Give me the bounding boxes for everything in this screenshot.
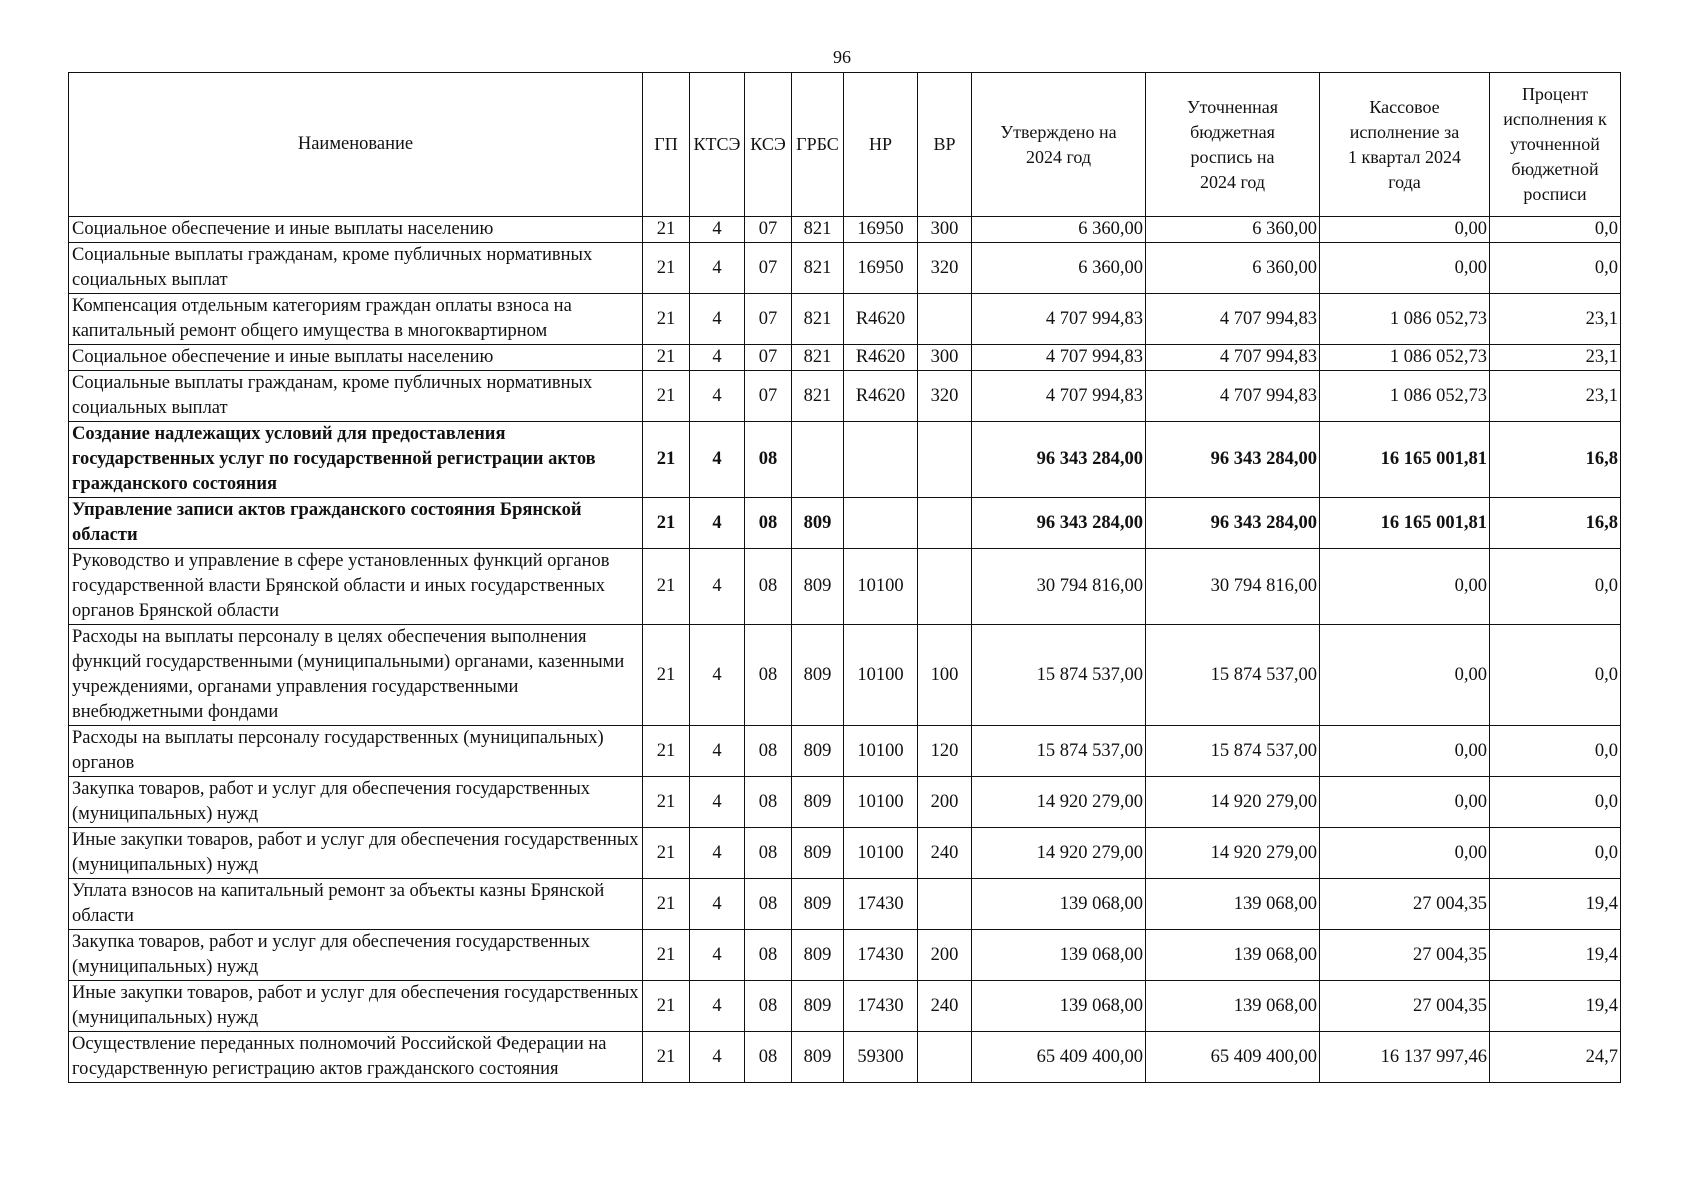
cell-approved: 14 920 279,00 xyxy=(972,828,1146,879)
cell-cash: 27 004,35 xyxy=(1320,879,1490,930)
cell-nr: 10100 xyxy=(844,549,918,625)
table-row xyxy=(69,930,1621,981)
page-number: 96 xyxy=(833,47,851,67)
cell-kse: 08 xyxy=(745,981,792,1032)
cell-percent: 0,0 xyxy=(1490,777,1621,828)
cell-percent: 0,0 xyxy=(1490,726,1621,777)
table-row xyxy=(69,777,1621,828)
table-row xyxy=(69,294,1621,345)
cell-ktse: 4 xyxy=(690,828,745,879)
cell-refined: 6 360,00 xyxy=(1146,217,1320,243)
cell-nr: 10100 xyxy=(844,726,918,777)
cell-name: Осуществление переданных полномочий Российской Федерации на государственную регистрацию актов гражданского состояния xyxy=(69,1032,643,1083)
cell-cash: 16 137 997,46 xyxy=(1320,1032,1490,1083)
cell-nr: 16950 xyxy=(844,217,918,243)
table-row xyxy=(69,422,1621,498)
cell-vr xyxy=(918,498,972,549)
cell-percent: 23,1 xyxy=(1490,371,1621,422)
cell-ktse: 4 xyxy=(690,726,745,777)
cell-cash: 0,00 xyxy=(1320,726,1490,777)
cell-percent: 0,0 xyxy=(1490,625,1621,726)
cell-ktse: 4 xyxy=(690,625,745,726)
cell-vr xyxy=(918,1032,972,1083)
cell-gp: 21 xyxy=(643,726,690,777)
header-kse: КСЭ xyxy=(745,73,792,217)
cell-percent: 0,0 xyxy=(1490,243,1621,294)
cell-vr: 300 xyxy=(918,345,972,371)
table-row xyxy=(69,217,1621,243)
cell-kse: 08 xyxy=(745,726,792,777)
cell-nr: 16950 xyxy=(844,243,918,294)
cell-cash: 1 086 052,73 xyxy=(1320,371,1490,422)
cell-percent: 16,8 xyxy=(1490,498,1621,549)
cell-gp: 21 xyxy=(643,371,690,422)
cell-gp: 21 xyxy=(643,981,690,1032)
cell-name: Иные закупки товаров, работ и услуг для обеспечения государственных (муниципальных) нужд xyxy=(69,828,643,879)
cell-approved: 6 360,00 xyxy=(972,243,1146,294)
cell-cash: 1 086 052,73 xyxy=(1320,294,1490,345)
cell-ktse: 4 xyxy=(690,243,745,294)
cell-cash: 16 165 001,81 xyxy=(1320,422,1490,498)
cell-gp: 21 xyxy=(643,777,690,828)
cell-grbs: 809 xyxy=(792,1032,844,1083)
cell-refined: 4 707 994,83 xyxy=(1146,294,1320,345)
cell-gp: 21 xyxy=(643,549,690,625)
cell-kse: 08 xyxy=(745,879,792,930)
table-row xyxy=(69,1032,1621,1083)
cell-kse: 08 xyxy=(745,930,792,981)
cell-grbs: 821 xyxy=(792,217,844,243)
cell-grbs: 809 xyxy=(792,930,844,981)
table-row xyxy=(69,549,1621,625)
cell-vr xyxy=(918,294,972,345)
table-row xyxy=(69,828,1621,879)
header-cash: Кассовое исполнение за 1 квартал 2024 года xyxy=(1320,73,1490,217)
table-row xyxy=(69,625,1621,726)
cell-nr xyxy=(844,422,918,498)
cell-cash: 27 004,35 xyxy=(1320,981,1490,1032)
cell-vr: 100 xyxy=(918,625,972,726)
cell-ktse: 4 xyxy=(690,217,745,243)
cell-ktse: 4 xyxy=(690,422,745,498)
cell-approved: 96 343 284,00 xyxy=(972,422,1146,498)
cell-name: Создание надлежащих условий для предоставления государственных услуг по государственной регистрации актов гражданского состояния xyxy=(69,422,643,498)
table-row xyxy=(69,726,1621,777)
cell-vr: 120 xyxy=(918,726,972,777)
cell-nr: 10100 xyxy=(844,625,918,726)
cell-approved: 139 068,00 xyxy=(972,981,1146,1032)
cell-gp: 21 xyxy=(643,879,690,930)
cell-cash: 0,00 xyxy=(1320,243,1490,294)
cell-name: Социальные выплаты гражданам, кроме публичных нормативных социальных выплат xyxy=(69,371,643,422)
cell-name: Уплата взносов на капитальный ремонт за объекты казны Брянской области xyxy=(69,879,643,930)
cell-gp: 21 xyxy=(643,1032,690,1083)
cell-cash: 16 165 001,81 xyxy=(1320,498,1490,549)
table-row xyxy=(69,371,1621,422)
cell-cash: 0,00 xyxy=(1320,549,1490,625)
cell-kse: 07 xyxy=(745,243,792,294)
cell-nr: R4620 xyxy=(844,294,918,345)
cell-approved: 4 707 994,83 xyxy=(972,345,1146,371)
table-row xyxy=(69,345,1621,371)
cell-ktse: 4 xyxy=(690,549,745,625)
cell-name: Закупка товаров, работ и услуг для обеспечения государственных (муниципальных) нужд xyxy=(69,777,643,828)
cell-nr: 59300 xyxy=(844,1032,918,1083)
cell-percent: 23,1 xyxy=(1490,345,1621,371)
cell-name: Социальные выплаты гражданам, кроме публичных нормативных социальных выплат xyxy=(69,243,643,294)
cell-kse: 07 xyxy=(745,217,792,243)
cell-approved: 139 068,00 xyxy=(972,879,1146,930)
cell-kse: 08 xyxy=(745,1032,792,1083)
cell-nr: 17430 xyxy=(844,981,918,1032)
cell-kse: 08 xyxy=(745,498,792,549)
cell-grbs: 809 xyxy=(792,879,844,930)
cell-grbs: 809 xyxy=(792,498,844,549)
cell-cash: 0,00 xyxy=(1320,625,1490,726)
cell-kse: 07 xyxy=(745,294,792,345)
cell-percent: 0,0 xyxy=(1490,828,1621,879)
cell-vr xyxy=(918,879,972,930)
cell-gp: 21 xyxy=(643,217,690,243)
cell-name: Руководство и управление в сфере установленных функций органов государственной власти Брянской области и иных государственных органов Брянской области xyxy=(69,549,643,625)
table-body xyxy=(69,217,1621,1083)
cell-name: Компенсация отдельным категориям граждан оплаты взноса на капитальный ремонт общего имущества в многоквартирном xyxy=(69,294,643,345)
cell-gp: 21 xyxy=(643,498,690,549)
header-ktse: КТСЭ xyxy=(690,73,745,217)
cell-refined: 30 794 816,00 xyxy=(1146,549,1320,625)
cell-ktse: 4 xyxy=(690,777,745,828)
cell-kse: 08 xyxy=(745,828,792,879)
cell-ktse: 4 xyxy=(690,1032,745,1083)
cell-ktse: 4 xyxy=(690,930,745,981)
cell-ktse: 4 xyxy=(690,879,745,930)
cell-name: Социальное обеспечение и иные выплаты населению xyxy=(69,217,643,243)
cell-gp: 21 xyxy=(643,828,690,879)
cell-ktse: 4 xyxy=(690,294,745,345)
cell-grbs: 809 xyxy=(792,625,844,726)
header-grbs: ГРБС xyxy=(792,73,844,217)
cell-approved: 65 409 400,00 xyxy=(972,1032,1146,1083)
cell-percent: 24,7 xyxy=(1490,1032,1621,1083)
header-gp: ГП xyxy=(643,73,690,217)
cell-gp: 21 xyxy=(643,294,690,345)
cell-vr: 320 xyxy=(918,371,972,422)
cell-refined: 15 874 537,00 xyxy=(1146,625,1320,726)
cell-name: Расходы на выплаты персоналу в целях обеспечения выполнения функций государственными (муниципальными) органами, казенными учреждениями, органами управления государственными внебюджетными фондами xyxy=(69,625,643,726)
cell-refined: 6 360,00 xyxy=(1146,243,1320,294)
cell-nr: 17430 xyxy=(844,930,918,981)
cell-name: Расходы на выплаты персоналу государственных (муниципальных) органов xyxy=(69,726,643,777)
cell-vr: 240 xyxy=(918,981,972,1032)
cell-approved: 139 068,00 xyxy=(972,930,1146,981)
cell-kse: 08 xyxy=(745,777,792,828)
cell-vr: 320 xyxy=(918,243,972,294)
cell-percent: 19,4 xyxy=(1490,981,1621,1032)
cell-approved: 96 343 284,00 xyxy=(972,498,1146,549)
cell-name: Управление записи актов гражданского состояния Брянской области xyxy=(69,498,643,549)
cell-approved: 4 707 994,83 xyxy=(972,294,1146,345)
cell-nr xyxy=(844,498,918,549)
cell-nr: R4620 xyxy=(844,371,918,422)
cell-name: Иные закупки товаров, работ и услуг для обеспечения государственных (муниципальных) нужд xyxy=(69,981,643,1032)
cell-kse: 08 xyxy=(745,625,792,726)
cell-gp: 21 xyxy=(643,625,690,726)
cell-approved: 15 874 537,00 xyxy=(972,726,1146,777)
cell-ktse: 4 xyxy=(690,981,745,1032)
cell-percent: 16,8 xyxy=(1490,422,1621,498)
cell-percent: 19,4 xyxy=(1490,930,1621,981)
header-name: Наименование xyxy=(69,73,643,217)
header-refined: Уточненная бюджетная роспись на 2024 год xyxy=(1146,73,1320,217)
cell-name: Социальное обеспечение и иные выплаты населению xyxy=(69,345,643,371)
cell-kse: 07 xyxy=(745,371,792,422)
cell-refined: 65 409 400,00 xyxy=(1146,1032,1320,1083)
header-approved: Утверждено на 2024 год xyxy=(972,73,1146,217)
cell-approved: 14 920 279,00 xyxy=(972,777,1146,828)
cell-refined: 96 343 284,00 xyxy=(1146,498,1320,549)
cell-gp: 21 xyxy=(643,930,690,981)
cell-refined: 15 874 537,00 xyxy=(1146,726,1320,777)
cell-nr: 17430 xyxy=(844,879,918,930)
cell-ktse: 4 xyxy=(690,498,745,549)
cell-percent: 19,4 xyxy=(1490,879,1621,930)
cell-vr: 200 xyxy=(918,777,972,828)
budget-execution-table xyxy=(68,72,1621,1083)
cell-refined: 4 707 994,83 xyxy=(1146,371,1320,422)
cell-percent: 0,0 xyxy=(1490,217,1621,243)
cell-vr xyxy=(918,422,972,498)
header-percent: Процент исполнения к уточненной бюджетной росписи xyxy=(1490,73,1621,217)
cell-gp: 21 xyxy=(643,345,690,371)
cell-name: Закупка товаров, работ и услуг для обеспечения государственных (муниципальных) нужд xyxy=(69,930,643,981)
cell-refined: 139 068,00 xyxy=(1146,930,1320,981)
cell-refined: 139 068,00 xyxy=(1146,981,1320,1032)
cell-approved: 30 794 816,00 xyxy=(972,549,1146,625)
cell-vr: 240 xyxy=(918,828,972,879)
cell-refined: 4 707 994,83 xyxy=(1146,345,1320,371)
cell-grbs: 809 xyxy=(792,726,844,777)
cell-cash: 0,00 xyxy=(1320,217,1490,243)
table-row xyxy=(69,498,1621,549)
cell-grbs: 809 xyxy=(792,828,844,879)
cell-grbs: 809 xyxy=(792,549,844,625)
cell-ktse: 4 xyxy=(690,345,745,371)
header-vr: ВР xyxy=(918,73,972,217)
cell-cash: 27 004,35 xyxy=(1320,930,1490,981)
table-row xyxy=(69,879,1621,930)
cell-refined: 139 068,00 xyxy=(1146,879,1320,930)
cell-nr: 10100 xyxy=(844,777,918,828)
cell-percent: 0,0 xyxy=(1490,549,1621,625)
table-header-row xyxy=(69,73,1621,217)
cell-vr xyxy=(918,549,972,625)
cell-cash: 0,00 xyxy=(1320,828,1490,879)
cell-refined: 14 920 279,00 xyxy=(1146,777,1320,828)
cell-cash: 1 086 052,73 xyxy=(1320,345,1490,371)
cell-refined: 96 343 284,00 xyxy=(1146,422,1320,498)
cell-gp: 21 xyxy=(643,422,690,498)
cell-grbs: 821 xyxy=(792,371,844,422)
cell-vr: 300 xyxy=(918,217,972,243)
cell-approved: 4 707 994,83 xyxy=(972,371,1146,422)
cell-grbs: 809 xyxy=(792,981,844,1032)
cell-cash: 0,00 xyxy=(1320,777,1490,828)
header-nr: НР xyxy=(844,73,918,217)
cell-ktse: 4 xyxy=(690,371,745,422)
cell-nr: 10100 xyxy=(844,828,918,879)
cell-kse: 08 xyxy=(745,549,792,625)
cell-grbs: 821 xyxy=(792,294,844,345)
cell-grbs: 809 xyxy=(792,777,844,828)
cell-grbs xyxy=(792,422,844,498)
table-row xyxy=(69,981,1621,1032)
cell-percent: 23,1 xyxy=(1490,294,1621,345)
cell-refined: 14 920 279,00 xyxy=(1146,828,1320,879)
cell-grbs: 821 xyxy=(792,243,844,294)
cell-kse: 08 xyxy=(745,422,792,498)
cell-grbs: 821 xyxy=(792,345,844,371)
cell-kse: 07 xyxy=(745,345,792,371)
cell-vr: 200 xyxy=(918,930,972,981)
table-row xyxy=(69,243,1621,294)
cell-nr: R4620 xyxy=(844,345,918,371)
cell-gp: 21 xyxy=(643,243,690,294)
cell-approved: 15 874 537,00 xyxy=(972,625,1146,726)
cell-approved: 6 360,00 xyxy=(972,217,1146,243)
